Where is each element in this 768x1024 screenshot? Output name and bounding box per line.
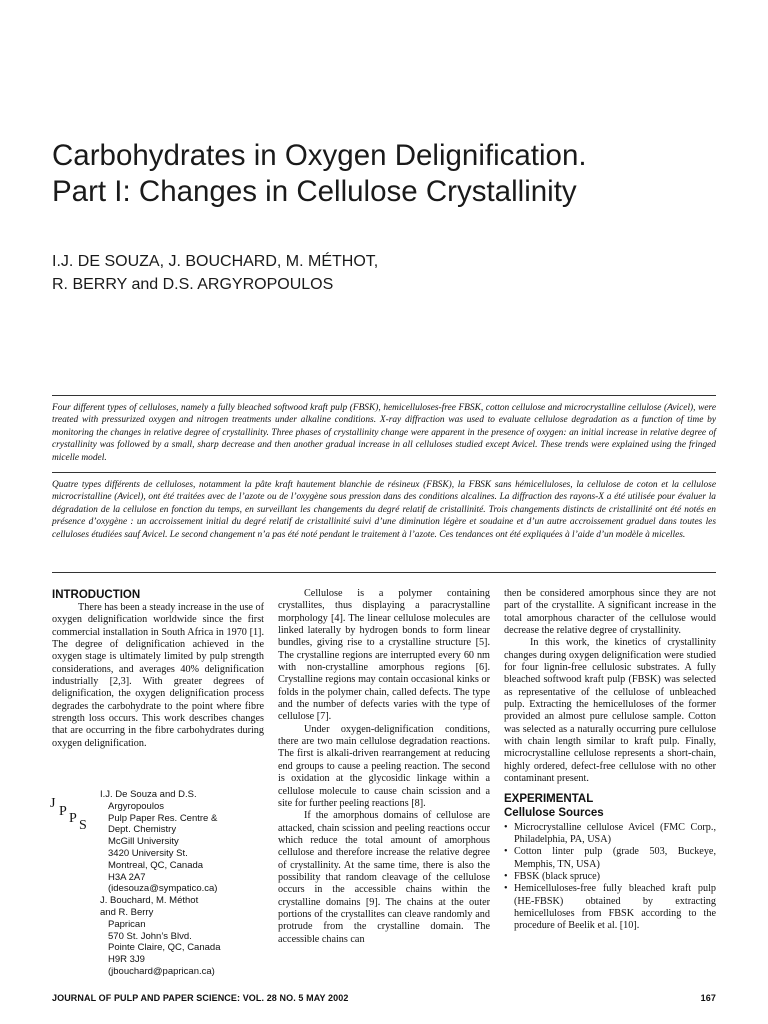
affiliation-line: H3A 2A7 (108, 871, 146, 883)
affiliation-line: McGill University (108, 836, 179, 848)
affiliation-line: Paprican (108, 918, 146, 930)
affiliation-line: Pointe Claire, QC, Canada (108, 942, 221, 954)
list-item: • Microcrystalline cellulose Avicel (FMC Corp., Philadelphia, PA, USA) (504, 822, 716, 847)
list-item: • Hemicelluloses-free fully bleached kraft pulp (HE-FBSK) obtained by extracting hemicelluloses from FBSK according to the procedure of Beelik et al. [10]. (504, 883, 716, 932)
list-item: • FBSK (black spruce) (504, 871, 716, 883)
affiliation-line: Dept. Chemistry (108, 824, 177, 836)
column-2 (278, 588, 490, 946)
body-paragraph: then be considered amorphous since they are not part of the crystallite. A significant increase in the total amorphous character of the cellulose would decrease the relative degree of crystallinity. (504, 588, 716, 637)
introduction-heading: INTRODUCTION (52, 589, 141, 601)
body-paragraph: In this work, the kinetics of crystallinity changes during oxygen delignification were studied for four lignin-free cellulosic substrates. A fully bleached softwood kraft pulp (FBSK) was selected as representative of the cellulose of unbleached pulp. Extracting the hemicelluloses of the former provided an almost pure cellulose sample. Cotton was selected as a naturally occurring pure cellulose with chain length similar to kraft pulp. Finally, microcrystalline cellulose represents a short-chain, highly ordered, defect-free cellulose with no other contaminant present. (504, 637, 716, 785)
author-list (52, 250, 732, 296)
affiliation-email: (jbouchard@paprican.ca) (108, 965, 215, 977)
paper-title (52, 138, 732, 210)
list-item: • Cotton linter pulp (grade 503, Buckeye, Memphis, TN, USA) (504, 846, 716, 871)
cellulose-sources-heading: Cellulose Sources (504, 806, 604, 819)
body-paragraph: Cellulose is a polymer containing crystallites, thus displaying a paracrystalline morphology [4]. The linear cellulose molecules are linked laterally by hydrogen bonds to form linear bundles, giving rise to a crystalline structure [5]. The crystalline regions are interrupted every 60 nm with non-crystalline amorphous regions [6]. Crystalline regions may contain occasional kinks or folds in the polymer chain, called defects. The type and the number of defects varies with the type of cellulose [7]. (278, 588, 490, 723)
affiliation-line: Montreal, QC, Canada (108, 859, 204, 871)
authors-line-2: R. BERRY and D.S. ARGYROPOULOS (52, 276, 334, 293)
affiliation-line: Pulp Paper Res. Centre & (108, 812, 218, 824)
author-affiliations (100, 789, 270, 978)
affiliation-line: I.J. De Souza and D.S. (100, 789, 197, 800)
affiliation-email: (idesouza@sympatico.ca) (108, 883, 218, 895)
logo-letter-p2: P (69, 811, 77, 826)
page-number: 167 (700, 993, 716, 1003)
affiliation-line: Argyropoulos (108, 800, 164, 812)
journal-footer: JOURNAL OF PULP AND PAPER SCIENCE: VOL. 28 NO. 5 MAY 2002 (52, 993, 349, 1003)
title-line-2: Part I: Changes in Cellulose Crystallinity (52, 175, 577, 208)
authors-line-1: I.J. DE SOUZA, J. BOUCHARD, M. MÉTHOT, (52, 253, 379, 270)
introduction-paragraph: There has been a steady increase in the use of oxygen delignification worldwide since the first commercial installation in South Africa in 1970 [1]. The degree of delignification achieved in the oxygen stage is ultimately limited by pulp strength considerations, and averages 40% delignification industrially [2,3]. With greater degrees of delignification, the oxygen delignification process degrades the carbohydrate to the point where fibre strength loss occurs. This work describes changes that are occurring in the fibre carbohydrates during oxygen delignification. (52, 602, 264, 749)
affiliation-line: and R. Berry (100, 906, 154, 918)
divider-top (52, 395, 716, 396)
experimental-heading: EXPERIMENTAL (504, 792, 594, 805)
affiliation-line: 3420 University St. (108, 847, 188, 859)
affiliation-line: H9R 3J9 (108, 954, 145, 966)
body-paragraph: Under oxygen-delignification conditions, there are two main cellulose degradation reactions. The first is alkali-driven rearrangement at reducing end groups to cause a peeling reaction. The second is oxidation at the glycosidic linkage within a cellulose molecule to cause chain scission and a site for further peeling reactions [8]. (278, 723, 490, 809)
divider-middle (52, 472, 716, 473)
logo-letter-s: S (79, 818, 87, 829)
affiliation-line: J. Bouchard, M. Méthot (100, 895, 199, 907)
affiliation-line: 570 St. John’s Blvd. (108, 930, 192, 942)
column-1 (52, 588, 264, 750)
title-line-1: Carbohydrates in Oxygen Delignification. (52, 139, 587, 172)
jpps-logo (48, 793, 94, 829)
column-3 (504, 588, 716, 933)
logo-letter-p1: P (59, 804, 67, 819)
abstract-english: Four different types of celluloses, namely a fully bleached softwood kraft pulp (FBSK), hemicelluloses-free FBSK, cotton cellulose and microcrystalline cellulose (Avicel), were treated with pressurized oxygen and nitrogen treatments under alkaline conditions. X-ray diffraction was used to evaluate cellulose degradation as a function of time by monitoring the changes in relative degree of crystallinity. Three phases of crystallinity change were apparent in the presence of oxygen: an initial increase in relative degree of crystallinity was followed by a small, sharp decrease and then another gradual increase in all celluloses studied except Avicel. These trends were explained using the fringed micelle model. (52, 403, 716, 463)
logo-letter-j: J (50, 796, 56, 811)
body-paragraph: If the amorphous domains of cellulose are attacked, chain scission and peeling reactions occur which reduce the total amount of amorphous cellulose and therefore increase the relative degree of crystallinity. At the same time, there is also the possibility that random cleavage of the cellulose occurs in the accessible chains within the crystalline domains [9]. The chains at the outer portions of the crystallites can cleave randomly and protrude from the crystalline domain. The accessible chains can (278, 810, 490, 945)
abstract-french: Quatre types différents de celluloses, notamment la pâte kraft hautement blanchie de résineux (FBSK), la FBSK sans hémicelluloses, la cellulose de coton et la cellulose microcristalline (Avicel), ont été traitées avec de l’azote ou de l’oxygène sous pression dans des conditions alcalines. La diffraction des rayons-X a été utilisée pour évaluer la dégradation de la cellulose en fonction du temps, en surveillant les changements du degré relatif de cristallinité. Trois changements distincts de cristallinité ont été notés en présence d’oxygène : un accroissement initial du degré relatif de cristallinité suivi d’une diminution légère et soudaine et d’un autre accroissement graduel dans toutes les celluloses étudiées sauf Avicel. Le second changement n’a pas été noté pendant le traitement à l’azote. Ces tendances ont été expliquées à l’aide d’un modèle à micelles. (52, 480, 716, 540)
divider-bottom (52, 572, 716, 573)
cellulose-sources-list (504, 822, 716, 933)
